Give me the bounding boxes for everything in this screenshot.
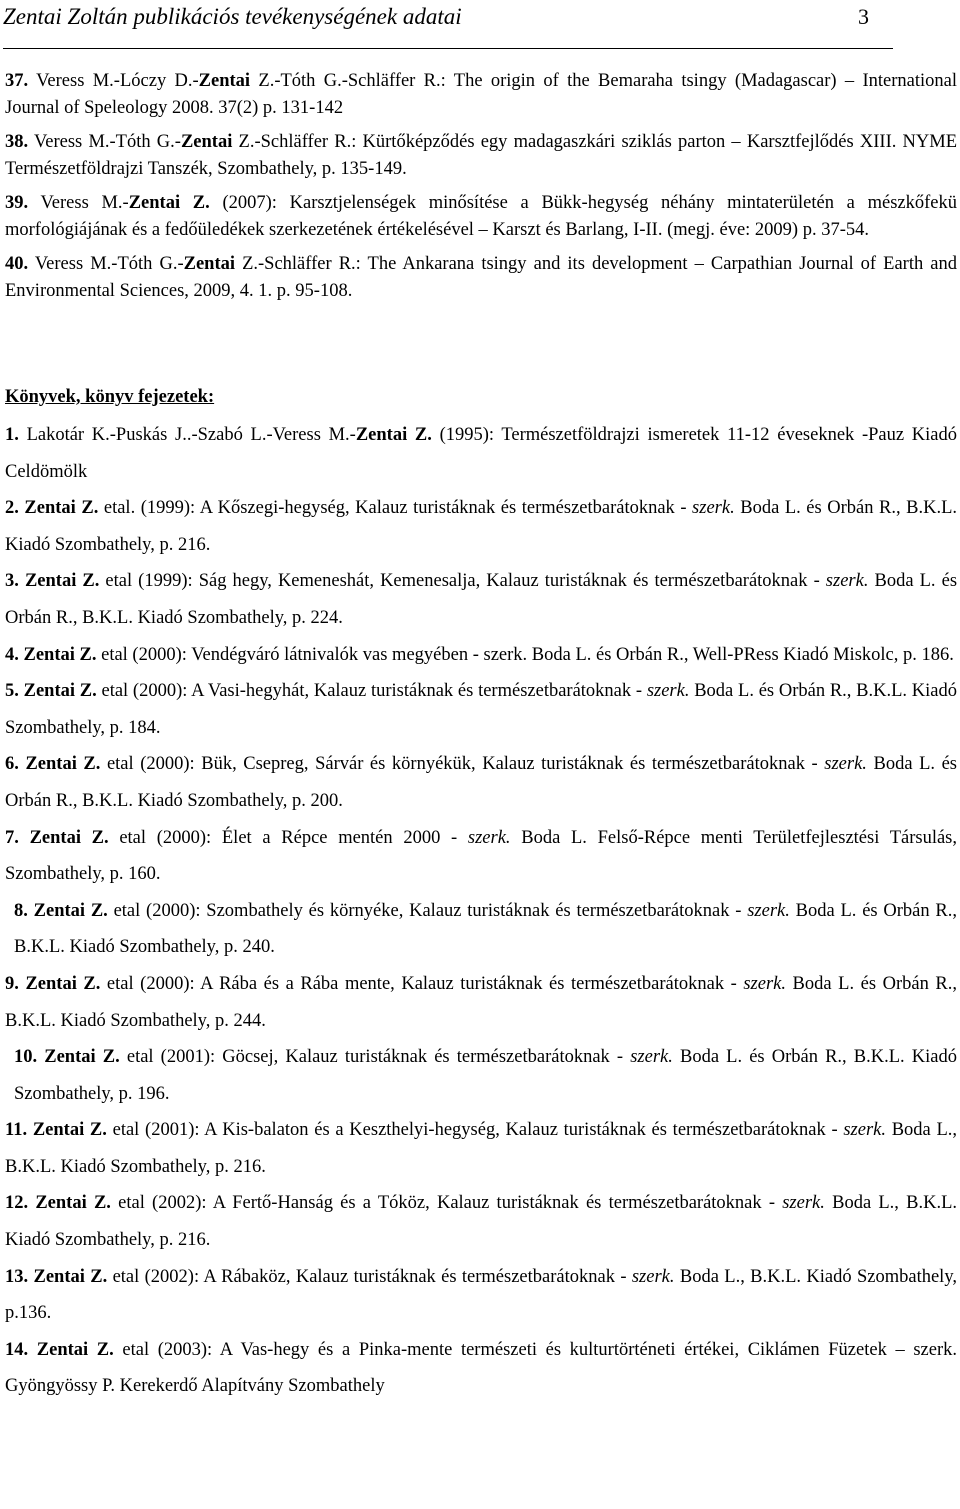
entry-author-highlight: Zentai Z. — [25, 754, 101, 775]
entry-editor-label: szerk. — [743, 973, 786, 994]
entry-editor-label: szerk. — [843, 1120, 886, 1141]
book-entry-3 — [5, 563, 957, 636]
entry-text: etal (2002): A Rábaköz, Kalauz turistáknak és természetbarátoknak - — [107, 1266, 632, 1287]
entry-text: etal (2000): Élet a Répce mentén 2000 - — [108, 827, 468, 848]
entry-number: 3. — [5, 571, 19, 592]
book-entry-9 — [5, 966, 957, 1039]
entry-authors — [19, 828, 30, 848]
entry-number: 12. — [5, 1193, 29, 1214]
entry-text: etal (2003): A Vas-hegy és a Pinka-mente természeti és kulturtörténeti értékei, Ciklámen Füzetek – szerk. Gyöngyössy P. Kerekerdő Alapítvány Szombathely — [5, 1339, 958, 1397]
entry-publisher: Boda L. és Orbán R., B.K.L. Kiadó Szombathely, p. 216. — [5, 498, 958, 555]
entry-authors: Veress M.-Tóth G.- — [28, 132, 181, 152]
entry-author-highlight: Zentai Z. — [44, 1047, 120, 1068]
entry-number: 5. — [5, 681, 19, 702]
entry-publisher: Boda L. Felső-Répce menti Területfejlesztési Társulás, Szombathely, p. 160. — [5, 827, 958, 885]
entry-text: Z.-Tóth G.-Schläffer R.: The origin of the Bemaraha tsingy (Madagascar) – International Journal of Speleology 2008. 37(2) p. 131-142 — [5, 71, 958, 118]
entry-number: 38. — [5, 132, 29, 152]
entry-publisher: Boda L. és Orbán R., B.K.L. Kiadó Szombathely, p. 196. — [14, 1047, 957, 1104]
books-section-heading: Könyvek, könyv fejezetek: — [5, 387, 215, 407]
entry-text: (2007): Karsztjelenségek minősítése a Bükk-hegység néhány mintaterületén a mészkőfekü morfológiájának és a fedőüledékek szerkezetének értékelésével – Karszt és Barlang, I-II. (megj. éve: 2009) p. 37-54. — [5, 193, 957, 240]
entry-author-highlight: Zentai Z. — [33, 1266, 108, 1287]
entry-author-highlight: Zentai Z. — [24, 571, 100, 592]
page-header — [3, 4, 893, 49]
article-entry-39 — [5, 190, 957, 244]
entry-editor-label: szerk. — [747, 900, 790, 921]
entry-publisher: Boda L., B.K.L. Kiadó Szombathely, p. 216. — [5, 1120, 958, 1177]
entry-number: 1. — [5, 425, 19, 445]
entry-publisher: Boda L. és Orbán R., B.K.L. Kiadó Szombathely, p. 200. — [5, 754, 958, 811]
entry-text: etal (2000): Vendégváró látnivalók vas megyében - szerk. Boda L. és Orbán R., Well-PRess Kiadó Miskolc, p. 186. — [96, 644, 954, 665]
entry-author-highlight: Zentai Z. — [36, 1339, 114, 1360]
entry-author-highlight: Zentai — [183, 254, 236, 274]
book-entry-7 — [5, 820, 957, 893]
entry-editor-label: szerk. — [467, 827, 511, 848]
entry-text: etal (1999): Ság hegy, Kemeneshát, Kemenesalja, Kalauz turistáknak és természetbarátoknak - — [99, 571, 826, 592]
entry-author-highlight: Zentai Z. — [35, 1193, 111, 1214]
entry-editor-label: szerk. — [692, 498, 735, 519]
entry-authors — [28, 1340, 37, 1360]
entry-author-highlight: Zentai Z. — [128, 193, 210, 213]
book-entry-13 — [5, 1259, 957, 1332]
page-number: 3 — [858, 4, 869, 29]
book-entry-1 — [5, 417, 957, 490]
entry-editor-label: szerk. — [782, 1193, 825, 1214]
book-entry-12 — [5, 1185, 957, 1258]
entry-author-highlight: Zentai — [198, 71, 251, 91]
entry-number: 39. — [5, 193, 29, 213]
entry-editor-label: szerk. — [824, 754, 867, 775]
entry-number: 10. — [14, 1047, 38, 1068]
entry-authors: Veress M.-Lóczy D.- — [28, 71, 199, 91]
entry-text: (1995): Természetföldrajzi ismeretek 11-12 éveseknek -Pauz Kiadó Celdömölk — [5, 425, 957, 482]
entry-text: etal (2002): A Fertő-Hanság és a Tóköz, Kalauz turistáknak és természetbarátoknak - — [110, 1193, 783, 1214]
entry-number: 4. — [5, 644, 19, 665]
entry-authors: Veress M.- — [28, 193, 129, 213]
document-body — [5, 68, 957, 1405]
header-title: Zentai Zoltán publikációs tevékenységének adatai — [3, 4, 462, 29]
entry-number: 8. — [14, 900, 28, 921]
entry-author-highlight: Zentai — [180, 132, 233, 152]
entry-author-highlight: Zentai Z. — [355, 425, 432, 445]
entry-number: 40. — [5, 254, 29, 274]
article-entry-37 — [5, 68, 957, 122]
entry-text: Z.-Schläffer R.: The Ankarana tsingy and its development – Carpathian Journal of Earth and Environmental Sciences, 2009, 4. 1. p. 95-108. — [5, 254, 957, 301]
entry-text: etal. (1999): A Kőszegi-hegység, Kalauz turistáknak és természetbarátoknak - — [98, 498, 693, 519]
entry-author-highlight: Zentai Z. — [25, 973, 101, 994]
entry-author-highlight: Zentai Z. — [24, 498, 99, 519]
entry-text: etal (2001): A Kis-balaton és a Keszthelyi-hegység, Kalauz turistáknak és természetbarátoknak - — [106, 1120, 844, 1141]
book-entry-14 — [5, 1332, 957, 1405]
entry-number: 7. — [5, 827, 19, 848]
book-entry-11 — [5, 1112, 957, 1185]
entry-editor-label: szerk. — [630, 1047, 673, 1068]
book-entry-10 — [5, 1039, 957, 1112]
book-entry-8 — [5, 893, 957, 966]
entry-number: 9. — [5, 973, 19, 994]
entry-text: etal (2000): A Vasi-hegyhát, Kalauz turistáknak és természetbarátoknak - — [96, 681, 647, 702]
entry-publisher: Boda L. és Orbán R., B.K.L. Kiadó Szombathely, p. 184. — [5, 681, 958, 738]
entry-author-highlight: Zentai Z. — [29, 827, 109, 848]
entry-publisher: Boda L., B.K.L. Kiadó Szombathely, p.136. — [5, 1266, 957, 1324]
entry-text: etal (2000): A Rába és a Rába mente, Kalauz turistáknak és természetbarátoknak - — [100, 973, 744, 994]
entry-publisher: Boda L. és Orbán R., B.K.L. Kiadó Szombathely, p. 240. — [14, 900, 958, 958]
entry-editor-label: szerk. — [646, 681, 690, 702]
entry-text: Z.-Schläffer R.: Kürtőképződés egy madagaszkári sziklás parton – Karsztfejlődés XIII. NYME Természetföldrajzi Tanszék, Szombathely, p. 135-149. — [5, 132, 958, 179]
entry-number: 6. — [5, 754, 19, 775]
book-entry-2 — [5, 490, 957, 563]
entry-publisher: Boda L. és Orbán R., B.K.L. Kiadó Szombathely, p. 244. — [5, 973, 957, 1031]
entry-text: etal (2000): Bük, Csepreg, Sárvár és környékük, Kalauz turistáknak és természetbarátoknak - — [100, 754, 825, 775]
entry-authors: Veress M.-Tóth G.- — [28, 254, 184, 274]
entry-author-highlight: Zentai Z. — [23, 644, 97, 665]
entry-number: 2. — [5, 498, 19, 519]
entry-publisher: Boda L., B.K.L. Kiadó Szombathely, p. 216. — [5, 1193, 957, 1251]
book-entry-6 — [5, 746, 957, 819]
entry-editor-label: szerk. — [631, 1266, 675, 1287]
entry-text: etal (2001): Göcsej, Kalauz turistáknak és természetbarátoknak - — [119, 1047, 631, 1068]
entry-author-highlight: Zentai Z. — [32, 1120, 107, 1141]
entry-number: 11. — [5, 1120, 28, 1141]
entry-text: etal (2000): Szombathely és környéke, Kalauz turistáknak és természetbarátoknak - — [107, 900, 748, 921]
article-entry-40 — [5, 251, 957, 305]
entry-number: 14. — [5, 1339, 29, 1360]
entry-authors: Lakotár K.-Puskás J..-Szabó L.-Veress M.- — [18, 425, 356, 445]
book-entry-4 — [5, 637, 957, 674]
entry-editor-label: szerk. — [825, 571, 869, 592]
entry-number: 13. — [5, 1266, 29, 1287]
entry-publisher: Boda L. és Orbán R., B.K.L. Kiadó Szombathely, p. 224. — [5, 571, 958, 628]
entry-number: 37. — [5, 71, 29, 91]
entry-author-highlight: Zentai Z. — [23, 681, 97, 702]
article-entry-38 — [5, 129, 957, 183]
book-entry-5 — [5, 673, 957, 746]
entry-author-highlight: Zentai Z. — [33, 900, 108, 921]
